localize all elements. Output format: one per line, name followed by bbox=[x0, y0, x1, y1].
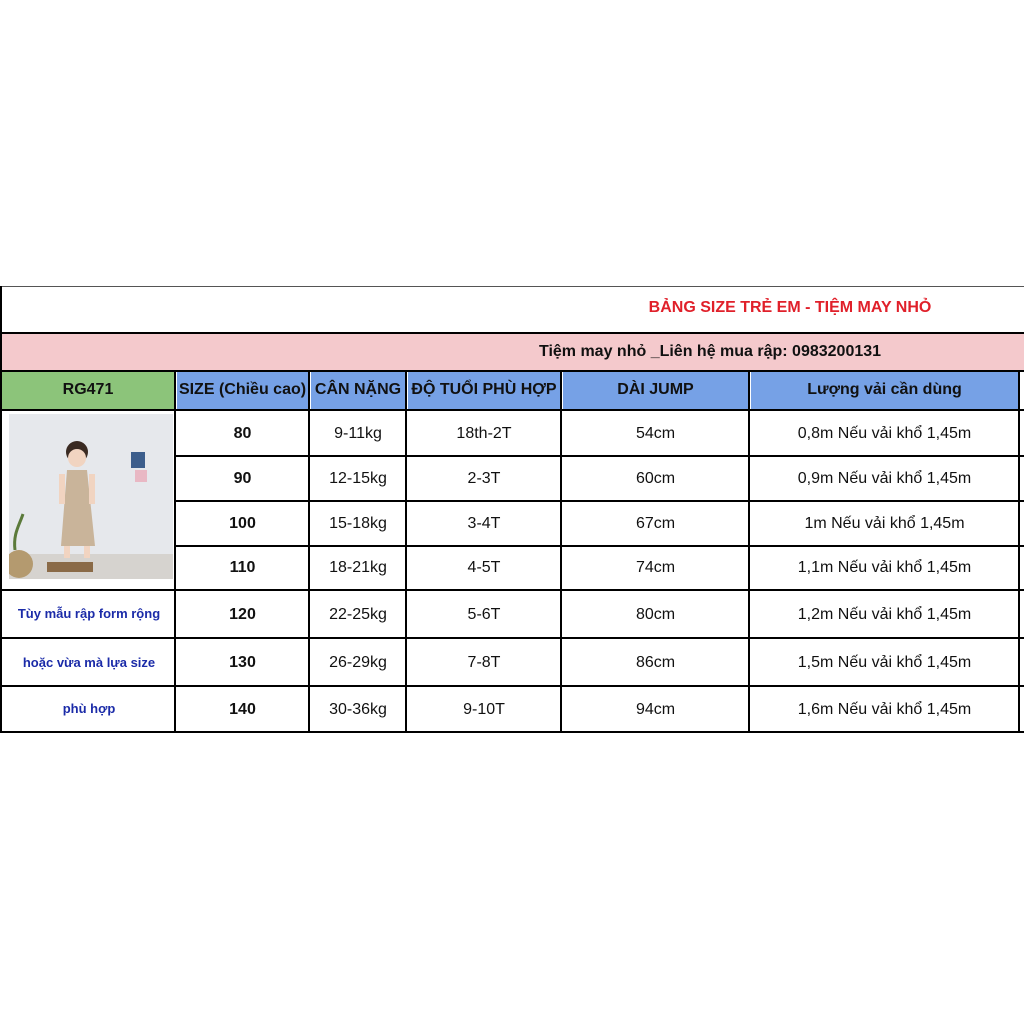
cell-length: 80cm bbox=[635, 606, 676, 623]
grid-col bbox=[1018, 370, 1020, 733]
header-fabric: Lượng vải cần dùng bbox=[751, 371, 1018, 409]
cell-weight: 22-25kg bbox=[329, 606, 387, 623]
cell-fabric: 1,5m Nếu vải khổ 1,45m bbox=[797, 654, 972, 671]
cell-size-90: 90 bbox=[233, 470, 252, 487]
cell-length: 74cm bbox=[635, 559, 676, 576]
cell-length: 60cm bbox=[635, 470, 676, 487]
cell-fabric: 1,2m Nếu vải khổ 1,45m bbox=[797, 606, 972, 623]
cell-weight: 30-36kg bbox=[329, 701, 387, 718]
chart-title: BẢNG SIZE TRẺ EM - TIỆM MAY NHỎ bbox=[648, 299, 932, 316]
header-code: RG471 bbox=[2, 371, 174, 409]
cell-fabric: 0,8m Nếu vải khổ 1,45m bbox=[797, 425, 972, 442]
cell-age: 4-5T bbox=[467, 559, 501, 576]
cell-weight: 26-29kg bbox=[329, 654, 387, 671]
grid-col bbox=[748, 370, 750, 733]
cell-size-110: 110 bbox=[229, 559, 256, 576]
model-photo-illustration bbox=[9, 414, 173, 579]
cell-size-80: 80 bbox=[233, 425, 252, 442]
grid-col bbox=[560, 370, 562, 733]
cell-fabric: 0,9m Nếu vải khổ 1,45m bbox=[797, 470, 972, 487]
grid-line-row bbox=[176, 500, 1024, 502]
cell-age: 7-8T bbox=[467, 654, 501, 671]
cell-weight: 15-18kg bbox=[329, 515, 387, 532]
header-length: DÀI JUMP bbox=[563, 371, 748, 409]
cell-fabric: 1,6m Nếu vải khổ 1,45m bbox=[797, 701, 972, 718]
grid-col bbox=[405, 370, 407, 733]
cell-length: 67cm bbox=[635, 515, 676, 532]
cell-weight: 18-21kg bbox=[329, 559, 387, 576]
grid-col-left bbox=[0, 286, 2, 733]
contact-text: Tiệm may nhỏ _Liên hệ mua rập: 0983200131 bbox=[538, 343, 882, 360]
grid-line-bottom bbox=[0, 731, 1024, 733]
cell-age: 3-4T bbox=[467, 515, 501, 532]
grid-line-header-bottom bbox=[0, 409, 1024, 411]
header-weight: CÂN NẶNG bbox=[311, 371, 405, 409]
grid-col bbox=[174, 370, 176, 733]
cell-fabric: 1m Nếu vải khổ 1,45m bbox=[804, 515, 965, 532]
cell-size-120: 120 bbox=[229, 606, 256, 623]
cell-age: 18th-2T bbox=[456, 425, 512, 442]
cell-size-140: 140 bbox=[229, 701, 256, 718]
grid-line-row bbox=[176, 545, 1024, 547]
note-line-2: hoặc vừa mà lựa size bbox=[22, 655, 156, 670]
grid-line-row bbox=[176, 455, 1024, 457]
cell-length: 86cm bbox=[635, 654, 676, 671]
cell-age: 9-10T bbox=[463, 701, 505, 718]
header-age: ĐỘ TUỔI PHÙ HỢP bbox=[408, 371, 560, 409]
cell-length: 54cm bbox=[635, 425, 676, 442]
cell-age: 2-3T bbox=[467, 470, 501, 487]
grid-line-row bbox=[0, 589, 1024, 591]
grid-line-top bbox=[0, 286, 1024, 287]
cell-weight: 9-11kg bbox=[334, 425, 382, 442]
cell-fabric: 1,1m Nếu vải khổ 1,45m bbox=[797, 559, 972, 576]
grid-line-row bbox=[0, 637, 1024, 639]
model-photo bbox=[9, 414, 173, 579]
grid-line-row bbox=[0, 685, 1024, 687]
cell-weight: 12-15kg bbox=[329, 470, 387, 487]
grid-line-title-bottom bbox=[0, 332, 1024, 334]
cell-age: 5-6T bbox=[467, 606, 501, 623]
cell-length: 94cm bbox=[635, 701, 676, 718]
note-line-1: Tùy mẫu rập form rộng bbox=[17, 606, 161, 621]
grid-line-contact-bottom bbox=[0, 370, 1024, 372]
header-size: SIZE (Chiều cao) bbox=[177, 371, 308, 409]
note-line-3: phù hợp bbox=[62, 701, 116, 716]
grid-col bbox=[308, 370, 310, 733]
cell-size-100: 100 bbox=[229, 515, 256, 532]
cell-size-130: 130 bbox=[229, 654, 256, 671]
